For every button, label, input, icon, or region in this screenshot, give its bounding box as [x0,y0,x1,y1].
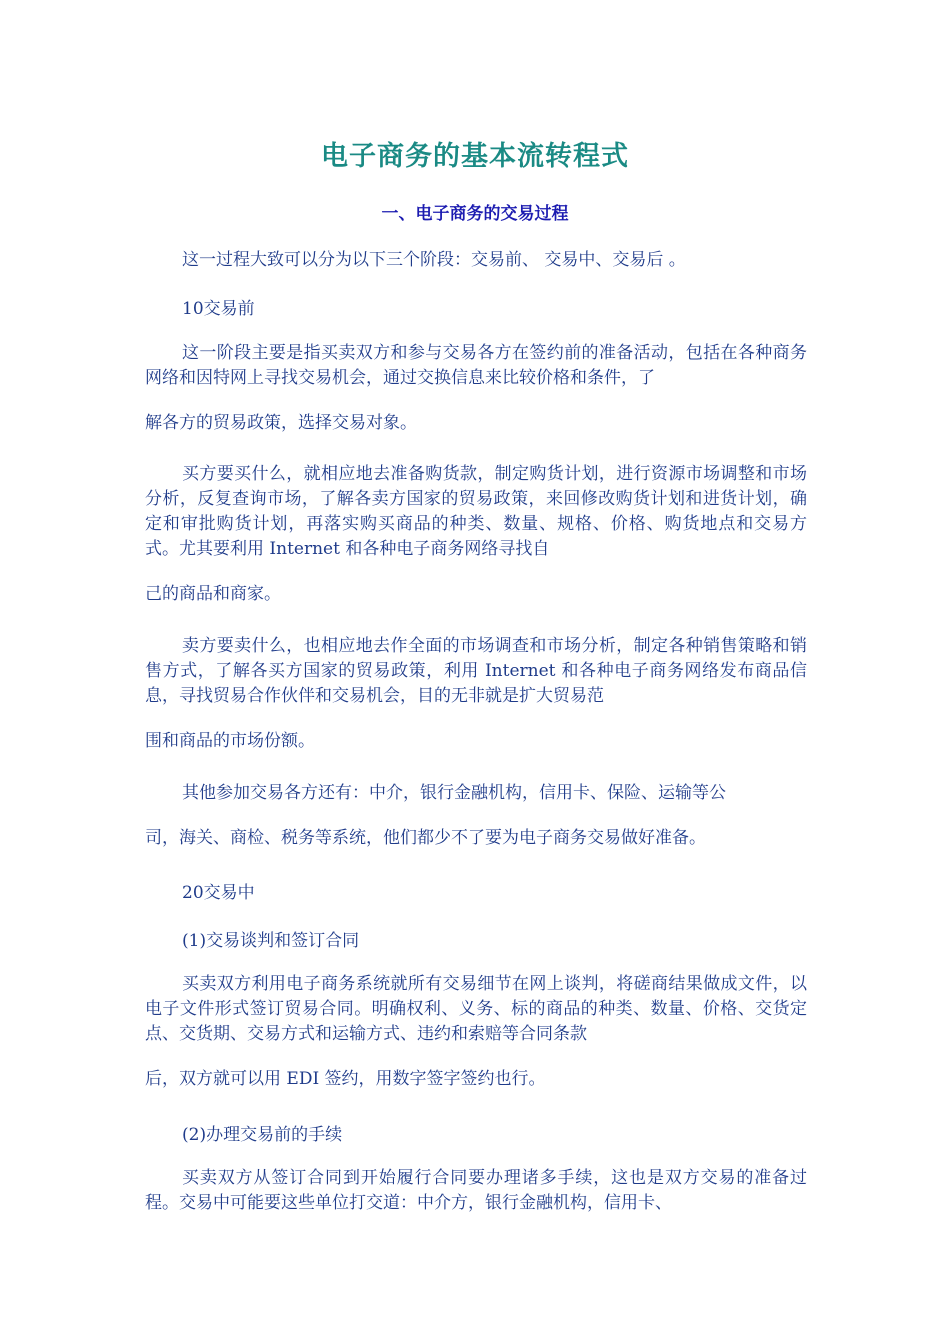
stage1-paragraph-2 [145,462,807,607]
stage1-paragraph-1-last-line: 解各方的贸易政策，选择交易对象。 [145,413,417,433]
stage1-paragraph-3 [145,634,807,754]
stage2-heading: 20交易中 [182,883,255,903]
stage2-subheading-2: (2)办理交易前的手续 [182,1125,343,1145]
intro-paragraph: 这一过程大致可以分为以下三个阶段：交易前、 交易中、交易后 。 [182,250,686,270]
stage1-paragraph-4-last-line: 司，海关、商检、税务等系统，他们都少不了要为电子商务交易做好准备。 [145,828,706,848]
stage2-subheading-1: (1)交易谈判和签订合同 [182,931,360,951]
stage2-paragraph-1-body: 买卖双方利用电子商务系统就所有交易细节在网上谈判，将磋商结果做成文件，以电子文件形式签订贸易合同。明确权利、义务、标的商品的种类、数量、价格、交货定点、交货期、交易方式和运输方式、违约和索赔等合同条款 [145,974,807,1044]
stage1-paragraph-1-body: 这一阶段主要是指买卖双方和参与交易各方在签约前的准备活动，包括在各种商务网络和因特网上寻找交易机会，通过交换信息来比较价格和条件，了 [145,343,807,388]
stage2-paragraph-2-body: 买卖双方从签订合同到开始履行合同要办理诸多手续，这也是双方交易的准备过程。交易中可能要这些单位打交道：中介方，银行金融机构，信用卡、 [145,1168,807,1213]
page-title: 电子商务的基本流转程式 [321,141,629,172]
stage1-heading: 10交易前 [182,299,255,319]
stage1-paragraph-2-last-line: 己的商品和商家。 [145,584,281,604]
stage1-paragraph-4 [145,781,807,851]
stage1-paragraph-3-body: 卖方要卖什么，也相应地去作全面的市场调查和市场分析，制定各种销售策略和销售方式，了解各买方国家的贸易政策，利用 Internet 和各种电子商务网络发布商品信息，寻找贸易合作伙伴和交易机会，目的无非就是扩大贸易范 [145,636,807,706]
stage2-paragraph-1-last-line: 后，双方就可以用 EDI 签约，用数字签字签约也行。 [145,1069,546,1089]
stage1-paragraph-3-last-line: 围和商品的市场份额。 [145,731,315,751]
stage1-paragraph-2-body: 买方要买什么，就相应地去准备购货款，制定购货计划，进行资源市场调整和市场分析，反复查询市场，了解各卖方国家的贸易政策，来回修改购货计划和进货计划，确定和审批购货计划，再落实购买商品的种类、数量、规格、价格、购货地点和交易方式。尤其要利用 Internet 和各种电子商务网络寻找自 [145,464,807,559]
stage1-paragraph-4-body: 其他参加交易各方还有：中介，银行金融机构，信用卡、保险、运输等公 [182,783,726,803]
section-heading: 一、电子商务的交易过程 [381,204,569,224]
stage2-paragraph-1 [145,972,807,1092]
stage1-paragraph-1 [145,341,807,436]
stage2-paragraph-2 [145,1166,807,1216]
